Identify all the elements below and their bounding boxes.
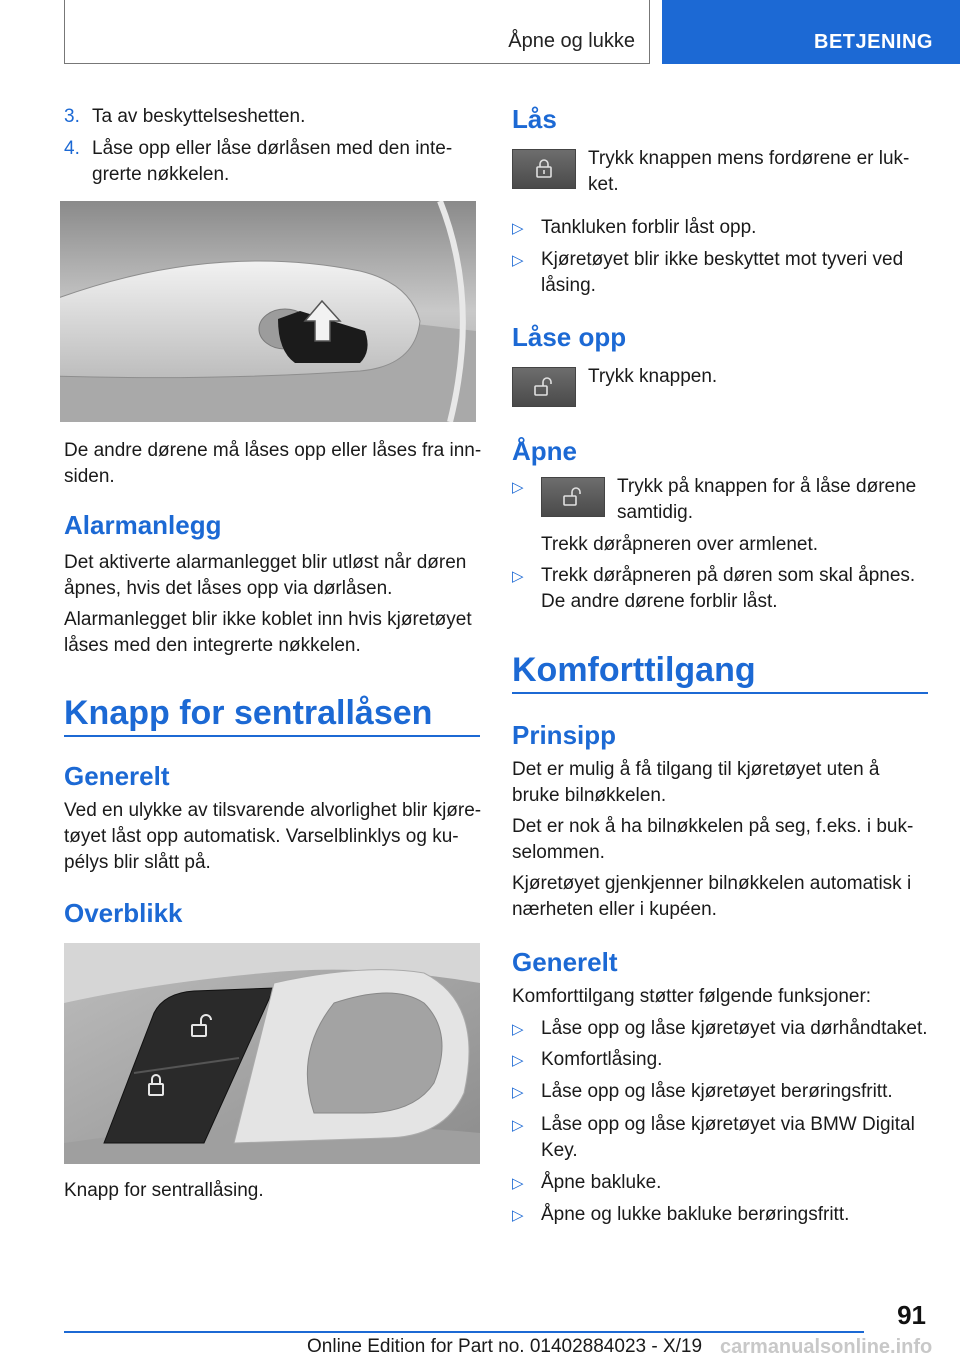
door-lock-photo <box>60 201 476 422</box>
principle-p2-line1: Det er nok å ha bilnøkkelen på seg, f.eks. i buk- <box>512 816 914 837</box>
footer-rule <box>64 1331 864 1333</box>
open-bullet-1 <box>512 474 524 501</box>
open-button-image <box>541 477 605 517</box>
triangle-bullet-icon: ▷ <box>512 220 524 237</box>
principle-p1-line2: bruke bilnøkkelen. <box>512 785 667 806</box>
alarm-p1-line1: Det aktiverte alarmanlegget blir utløst når døren <box>64 552 467 573</box>
footer-edition: Online Edition for Part no. 01402884023 - X/19 <box>307 1336 703 1357</box>
triangle-bullet-icon: ▷ <box>512 1084 524 1101</box>
heading-open: Åpne <box>512 436 577 466</box>
header-section-title: Åpne og lukke <box>508 30 635 52</box>
unlock-icon <box>562 487 584 507</box>
feature-bullet <box>512 1202 524 1229</box>
heading-comfort: Komforttilgang <box>512 651 756 689</box>
unlock-icon <box>533 377 555 397</box>
heading-overview: Overblikk <box>64 898 183 928</box>
lock-text-line2: ket. <box>588 174 619 195</box>
general-line3: pélys blir slått på. <box>64 852 211 873</box>
heading-rule <box>512 692 928 694</box>
feature-3: Låse opp og låse kjøretøyet berøringsfritt. <box>541 1081 893 1102</box>
feature-bullet <box>512 1112 524 1139</box>
alarm-p1-line2: åpnes, hvis det låses opp via dørlåsen. <box>64 578 393 599</box>
image-caption: Knapp for sentrallåsing. <box>64 1180 264 1201</box>
lock-bullet-2-line2: låsing. <box>541 275 596 296</box>
triangle-bullet-icon: ▷ <box>512 568 524 585</box>
heading-rule <box>64 735 480 737</box>
open-b2-line2: De andre dørene forblir låst. <box>541 591 778 612</box>
heading-principle: Prinsipp <box>512 720 617 750</box>
heading-general-right: Generelt <box>512 947 618 977</box>
feature-4-line2: Key. <box>541 1140 578 1161</box>
feature-bullet <box>512 1079 524 1106</box>
general-line1: Ved en ulykke av tilsvarende alvorlighet blir kjøre- <box>64 800 482 821</box>
heading-general-left: Generelt <box>64 761 170 791</box>
lock-button-image <box>512 149 576 189</box>
general-line2: tøyet låst opp automatisk. Varselblinklys og ku- <box>64 826 459 847</box>
header-chapter-box <box>662 0 960 64</box>
lock-bullet-1 <box>512 215 524 242</box>
header-section-box <box>64 0 650 64</box>
triangle-bullet-icon: ▷ <box>512 1117 524 1134</box>
step-3: 3. Ta av beskyttelseshetten. <box>64 106 306 127</box>
header-chapter-title: BETJENING <box>814 31 933 53</box>
heading-alarm: Alarmanlegg <box>64 510 222 540</box>
triangle-bullet-icon: ▷ <box>512 1175 524 1192</box>
open-b2-line1: Trekk døråpneren på døren som skal åpnes. <box>541 565 916 586</box>
open-bullet-2 <box>512 563 524 590</box>
feature-bullet <box>512 1047 524 1074</box>
lock-bullet-2 <box>512 247 524 274</box>
principle-p2-line2: selommen. <box>512 842 605 863</box>
unlock-button-image <box>512 367 576 407</box>
watermark: carmanualsonline.info <box>720 1336 933 1358</box>
principle-p3-line2: nærheten eller i kupéen. <box>512 899 717 920</box>
feature-6: Åpne og lukke bakluke berøringsfritt. <box>541 1204 850 1225</box>
principle-p3-line1: Kjøretøyet gjenkjenner bilnøkkelen automatisk i <box>512 873 912 894</box>
open-b1-line2: samtidig. <box>617 502 694 523</box>
alarm-p2-line1: Alarmanlegget blir ikke koblet inn hvis kjøretøyet <box>64 609 472 630</box>
feature-bullet <box>512 1170 524 1197</box>
step-4-cont: grerte nøkkelen. <box>92 164 230 185</box>
feature-4-line1: Låse opp og låse kjøretøyet via BMW Digital <box>541 1114 915 1135</box>
page-number: 91 <box>897 1300 926 1330</box>
general-intro: Komforttilgang støtter følgende funksjoner: <box>512 986 872 1007</box>
unlock-text: Trykk knappen. <box>588 366 718 387</box>
feature-2: Komfortlåsing. <box>541 1049 663 1070</box>
feature-1: Låse opp og låse kjøretøyet via dørhåndtaket. <box>541 1018 928 1039</box>
feature-5: Åpne bakluke. <box>541 1172 662 1193</box>
lock-bullet-1-text: Tankluken forblir låst opp. <box>541 217 757 238</box>
feature-bullet <box>512 1016 524 1043</box>
alarm-p2-line2: låses med den integrerte nøkkelen. <box>64 635 361 656</box>
after-image-line1: De andre dørene må låses opp eller låses fra inn- <box>64 440 482 461</box>
step-4: 4. Låse opp eller låse dørlåsen med den inte- <box>64 138 453 159</box>
heading-central-lock: Knapp for sentrallåsen <box>64 694 433 732</box>
lock-bullet-2-line1: Kjøretøyet blir ikke beskyttet mot tyveri ved <box>541 249 904 270</box>
lock-icon <box>534 159 554 179</box>
principle-p1-line1: Det er mulig å få tilgang til kjøretøyet uten å <box>512 759 880 780</box>
triangle-bullet-icon: ▷ <box>512 479 524 496</box>
triangle-bullet-icon: ▷ <box>512 252 524 269</box>
heading-unlock: Låse opp <box>512 322 627 352</box>
lock-text-line1: Trykk knappen mens fordørene er luk- <box>588 148 910 169</box>
triangle-bullet-icon: ▷ <box>512 1207 524 1224</box>
heading-lock: Lås <box>512 104 557 134</box>
triangle-bullet-icon: ▷ <box>512 1052 524 1069</box>
triangle-bullet-icon: ▷ <box>512 1021 524 1038</box>
central-lock-photo <box>64 943 480 1164</box>
after-image-line2: siden. <box>64 466 115 487</box>
open-b1-line1: Trykk på knappen for å låse dørene <box>617 476 917 497</box>
open-b1-cont: Trekk døråpneren over armlenet. <box>541 534 819 555</box>
